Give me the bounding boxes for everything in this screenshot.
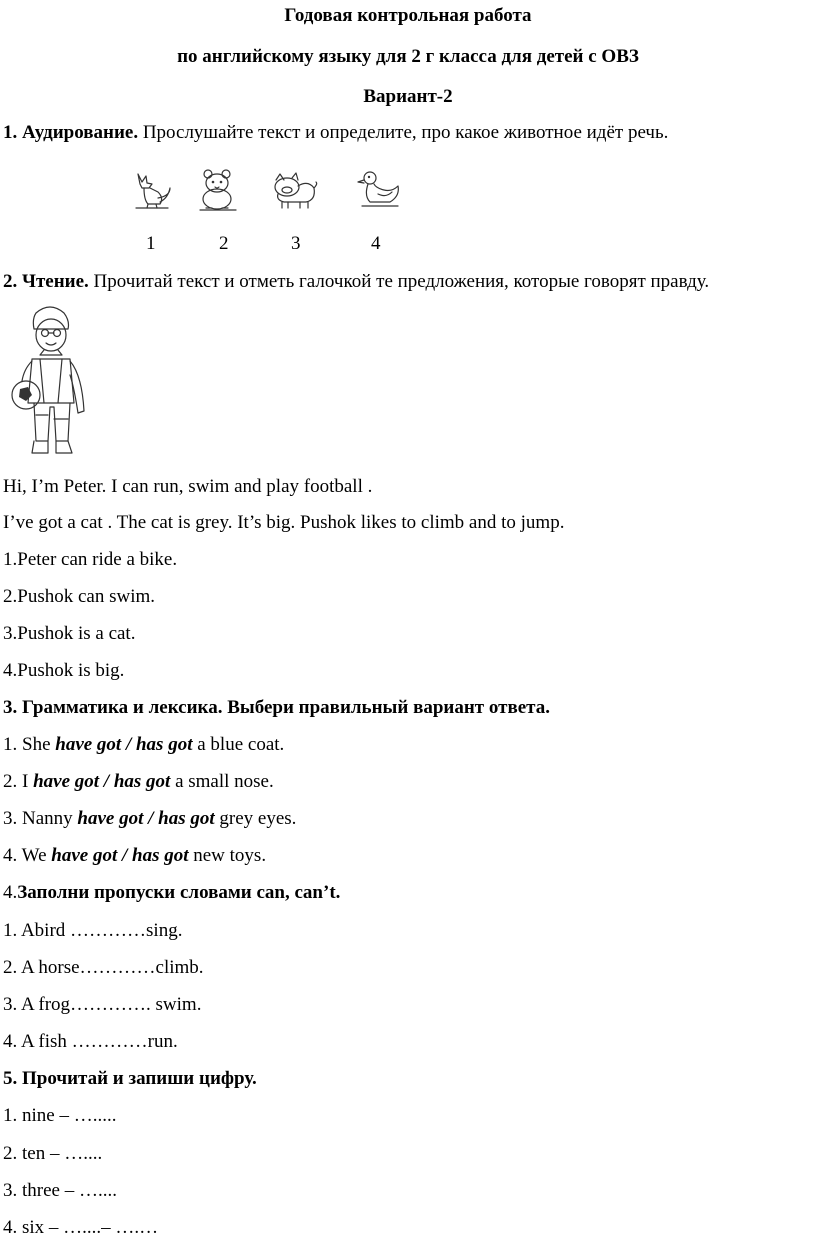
grammar-item-1-post: a blue coat. [192, 734, 285, 755]
grammar-item-3-pre: 3. Nanny [3, 808, 78, 829]
grammar-item-3 [3, 808, 296, 830]
number-item-4: 4. six – …....– ….… [3, 1217, 159, 1238]
pig-picture [270, 170, 318, 212]
title-line-1: Годовая контрольная работа [284, 5, 532, 26]
grammar-item-2 [3, 771, 274, 793]
fill-item-4: 4. A fish …………run. [3, 1031, 178, 1052]
task1-label: 1. Аудирование. [3, 122, 139, 143]
grammar-item-4-pre: 4. We [3, 845, 52, 866]
animal-number-3: 3 [291, 233, 301, 254]
grammar-item-4-post: new toys. [188, 845, 267, 866]
statement-3: 3.Pushok is a cat. [3, 623, 136, 644]
grammar-item-1-pre: 1. She [3, 734, 56, 755]
fill-item-1: 1. Abird …………sing. [3, 920, 183, 941]
task4-heading [3, 882, 340, 904]
task4-number: 4. [3, 882, 18, 903]
task5-heading: 5. Прочитай и запиши цифру. [3, 1068, 257, 1089]
task2-text: Прочитай текст и отметь галочкой те предложения, которые говорят правду. [88, 271, 710, 292]
task4-heading-text: Заполни пропуски словами can, can’t. [17, 882, 341, 903]
grammar-item-4-choice: have got / has got [51, 845, 189, 866]
animal-number-4: 4 [371, 233, 381, 254]
hamster-picture [196, 166, 240, 212]
grammar-item-2-choice: have got / has got [33, 771, 171, 792]
animal-number-2: 2 [219, 233, 229, 254]
task3-heading: 3. Грамматика и лексика. Выбери правильный вариант ответа. [3, 697, 550, 718]
fill-item-3: 3. A frog…………. swim. [3, 994, 202, 1015]
task1-instruction [3, 122, 668, 144]
reading-paragraph-1: Hi, I’m Peter. I can run, swim and play football . [3, 476, 373, 497]
boy-with-football-picture [6, 303, 90, 459]
statement-1: 1.Peter can ride a bike. [3, 549, 178, 570]
task2-instruction [3, 271, 709, 293]
grammar-item-1 [3, 734, 284, 756]
fill-item-2: 2. A horse…………climb. [3, 957, 204, 978]
number-item-2: 2. ten – ….... [3, 1143, 103, 1164]
grammar-item-4 [3, 845, 266, 867]
number-item-1: 1. nine – …..... [3, 1105, 117, 1126]
duck-picture [356, 170, 402, 212]
fox-picture [130, 168, 174, 212]
grammar-item-3-post: grey eyes. [214, 808, 297, 829]
grammar-item-1-choice: have got / has got [55, 734, 193, 755]
statement-2: 2.Pushok can swim. [3, 586, 155, 607]
task2-label: 2. Чтение. [3, 271, 89, 292]
grammar-item-3-choice: have got / has got [77, 808, 215, 829]
grammar-item-2-post: a small nose. [170, 771, 274, 792]
number-item-3: 3. three – ….... [3, 1180, 117, 1201]
task1-text: Прослушайте текст и определите, про какое животное идёт речь. [138, 122, 669, 143]
animal-number-1: 1 [146, 233, 156, 254]
statement-4: 4.Pushok is big. [3, 660, 125, 681]
grammar-item-2-pre: 2. I [3, 771, 34, 792]
reading-paragraph-2: I’ve got a cat . The cat is grey. It’s big. Pushok likes to climb and to jump. [3, 512, 565, 533]
title-line-2: по английскому языку для 2 г класса для детей с ОВЗ [177, 46, 639, 67]
variant-label: Вариант-2 [363, 86, 453, 107]
